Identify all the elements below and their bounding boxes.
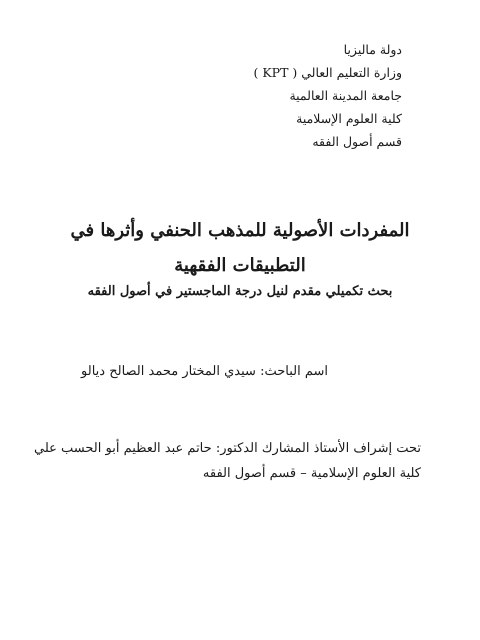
department-line: قسم أصول الفقه — [312, 134, 402, 149]
university-line: جامعة المدينة العالمية — [289, 88, 402, 103]
thesis-title-line-2: التطبيقات الفقهية — [174, 255, 306, 276]
thesis-title-line-1: المفردات الأصولية للمذهب الحنفي وأثرها في — [70, 220, 410, 241]
ministry-line: وزارة التعليم العالي ( KPT ) — [253, 65, 402, 80]
supervisor-line-2: كلية العلوم الإسلامية – قسم أصول الفقه — [202, 466, 421, 481]
thesis-subtitle: بحث تكميلي مقدم لنيل درجة الماجستير في أصول الفقه — [87, 284, 393, 299]
institution-header — [142, 38, 402, 153]
researcher-name: اسم الباحث: سيدي المختار محمد الصالح ديالو — [81, 364, 328, 379]
country-line: دولة ماليزيا — [343, 42, 402, 57]
thesis-title — [20, 213, 460, 283]
supervisor-line-1: تحت إشراف الأستاذ المشارك الدكتور: حاتم عبد العظيم أبو الحسب علي — [34, 441, 421, 456]
faculty-line: كلية العلوم الإسلامية — [296, 111, 402, 126]
supervisor-block — [34, 436, 421, 486]
